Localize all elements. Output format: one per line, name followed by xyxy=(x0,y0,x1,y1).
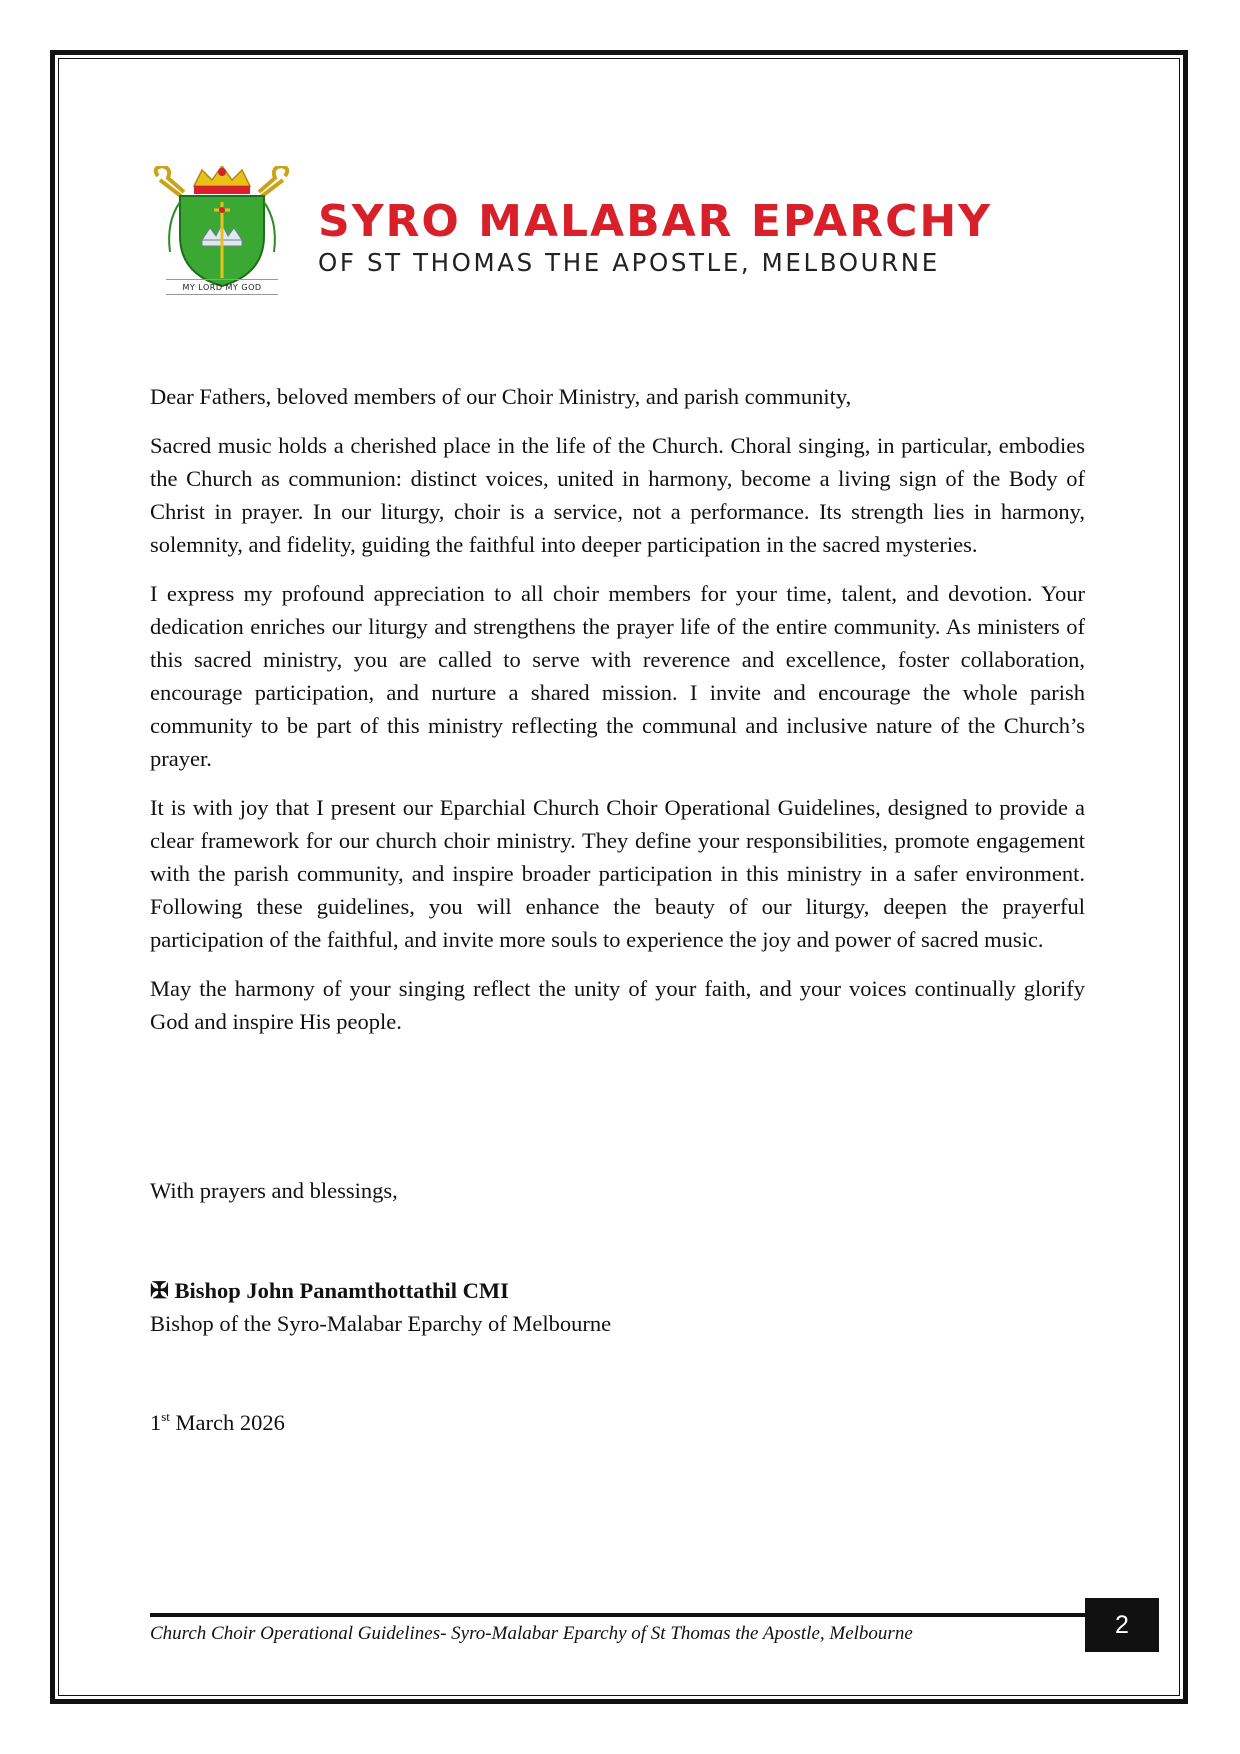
date-day: 1 xyxy=(150,1410,162,1435)
eparchy-subtitle: OF ST THOMAS THE APOSTLE, MELBOURNE xyxy=(318,248,940,277)
crest-motto: MY LORD MY GOD xyxy=(166,279,278,295)
eparchy-crest-icon xyxy=(150,166,295,301)
signature-title: Bishop of the Syro-Malabar Eparchy of Melbourne xyxy=(150,1311,612,1336)
footer-divider xyxy=(150,1613,1085,1617)
signature-block xyxy=(150,1274,611,1340)
date-suffix: st xyxy=(161,1409,170,1424)
date-month-year: March 2026 xyxy=(169,1410,285,1435)
letter-date xyxy=(150,1406,285,1439)
letterhead xyxy=(150,166,1090,301)
cross-icon: ✠ xyxy=(150,1278,169,1303)
signature-line xyxy=(150,1274,611,1307)
page-number: 2 xyxy=(1085,1598,1159,1652)
letter-closing: With prayers and blessings, xyxy=(150,1178,398,1203)
letter-paragraph: May the harmony of your singing reflect the unity of your faith, and your voices continually glorify God and inspire His people. xyxy=(150,976,1085,1034)
letter-paragraph: It is with joy that I present our Eparchial Church Choir Operational Guidelines, designed to provide a clear framework for our church choir ministry. They define your responsibilities, promote engagement with the parish community, and inspire broader participation in this ministry in a safer environment. Following these guidelines, you will enhance the beauty of our liturgy, deepen the prayerful participation of the faithful, and invite more souls to experience the joy and power of sacred music. xyxy=(150,795,1085,952)
letter-body xyxy=(150,380,1085,1054)
eparchy-title: SYRO MALABAR EPARCHY xyxy=(318,196,993,247)
letter-paragraph: Sacred music holds a cherished place in the life of the Church. Choral singing, in particular, embodies the Church as communion: distinct voices, united in harmony, become a living sign of the Body of Christ in prayer. In our liturgy, choir is a service, not a performance. Its strength lies in harmony, solemnity, and fidelity, guiding the faithful into deeper participation in the sacred mysteries. xyxy=(150,433,1085,557)
letter-paragraph: I express my profound appreciation to all choir members for your time, talent, and devotion. Your dedication enriches our liturgy and strengthens the prayer life of the entire community. As ministers of this sacred ministry, you are called to serve with reverence and excellence, foster collaboration, encourage participation, and nurture a shared mission. I invite and encourage the whole parish community to be part of this ministry reflecting the communal and inclusive nature of the Church’s prayer. xyxy=(150,581,1085,771)
signature-name: Bishop John Panamthottathil CMI xyxy=(174,1278,509,1303)
letter-salutation: Dear Fathers, beloved members of our Choir Ministry, and parish community, xyxy=(150,384,852,409)
footer-title: Church Choir Operational Guidelines- Syro-Malabar Eparchy of St Thomas the Apostle, Melbourne xyxy=(150,1623,913,1644)
